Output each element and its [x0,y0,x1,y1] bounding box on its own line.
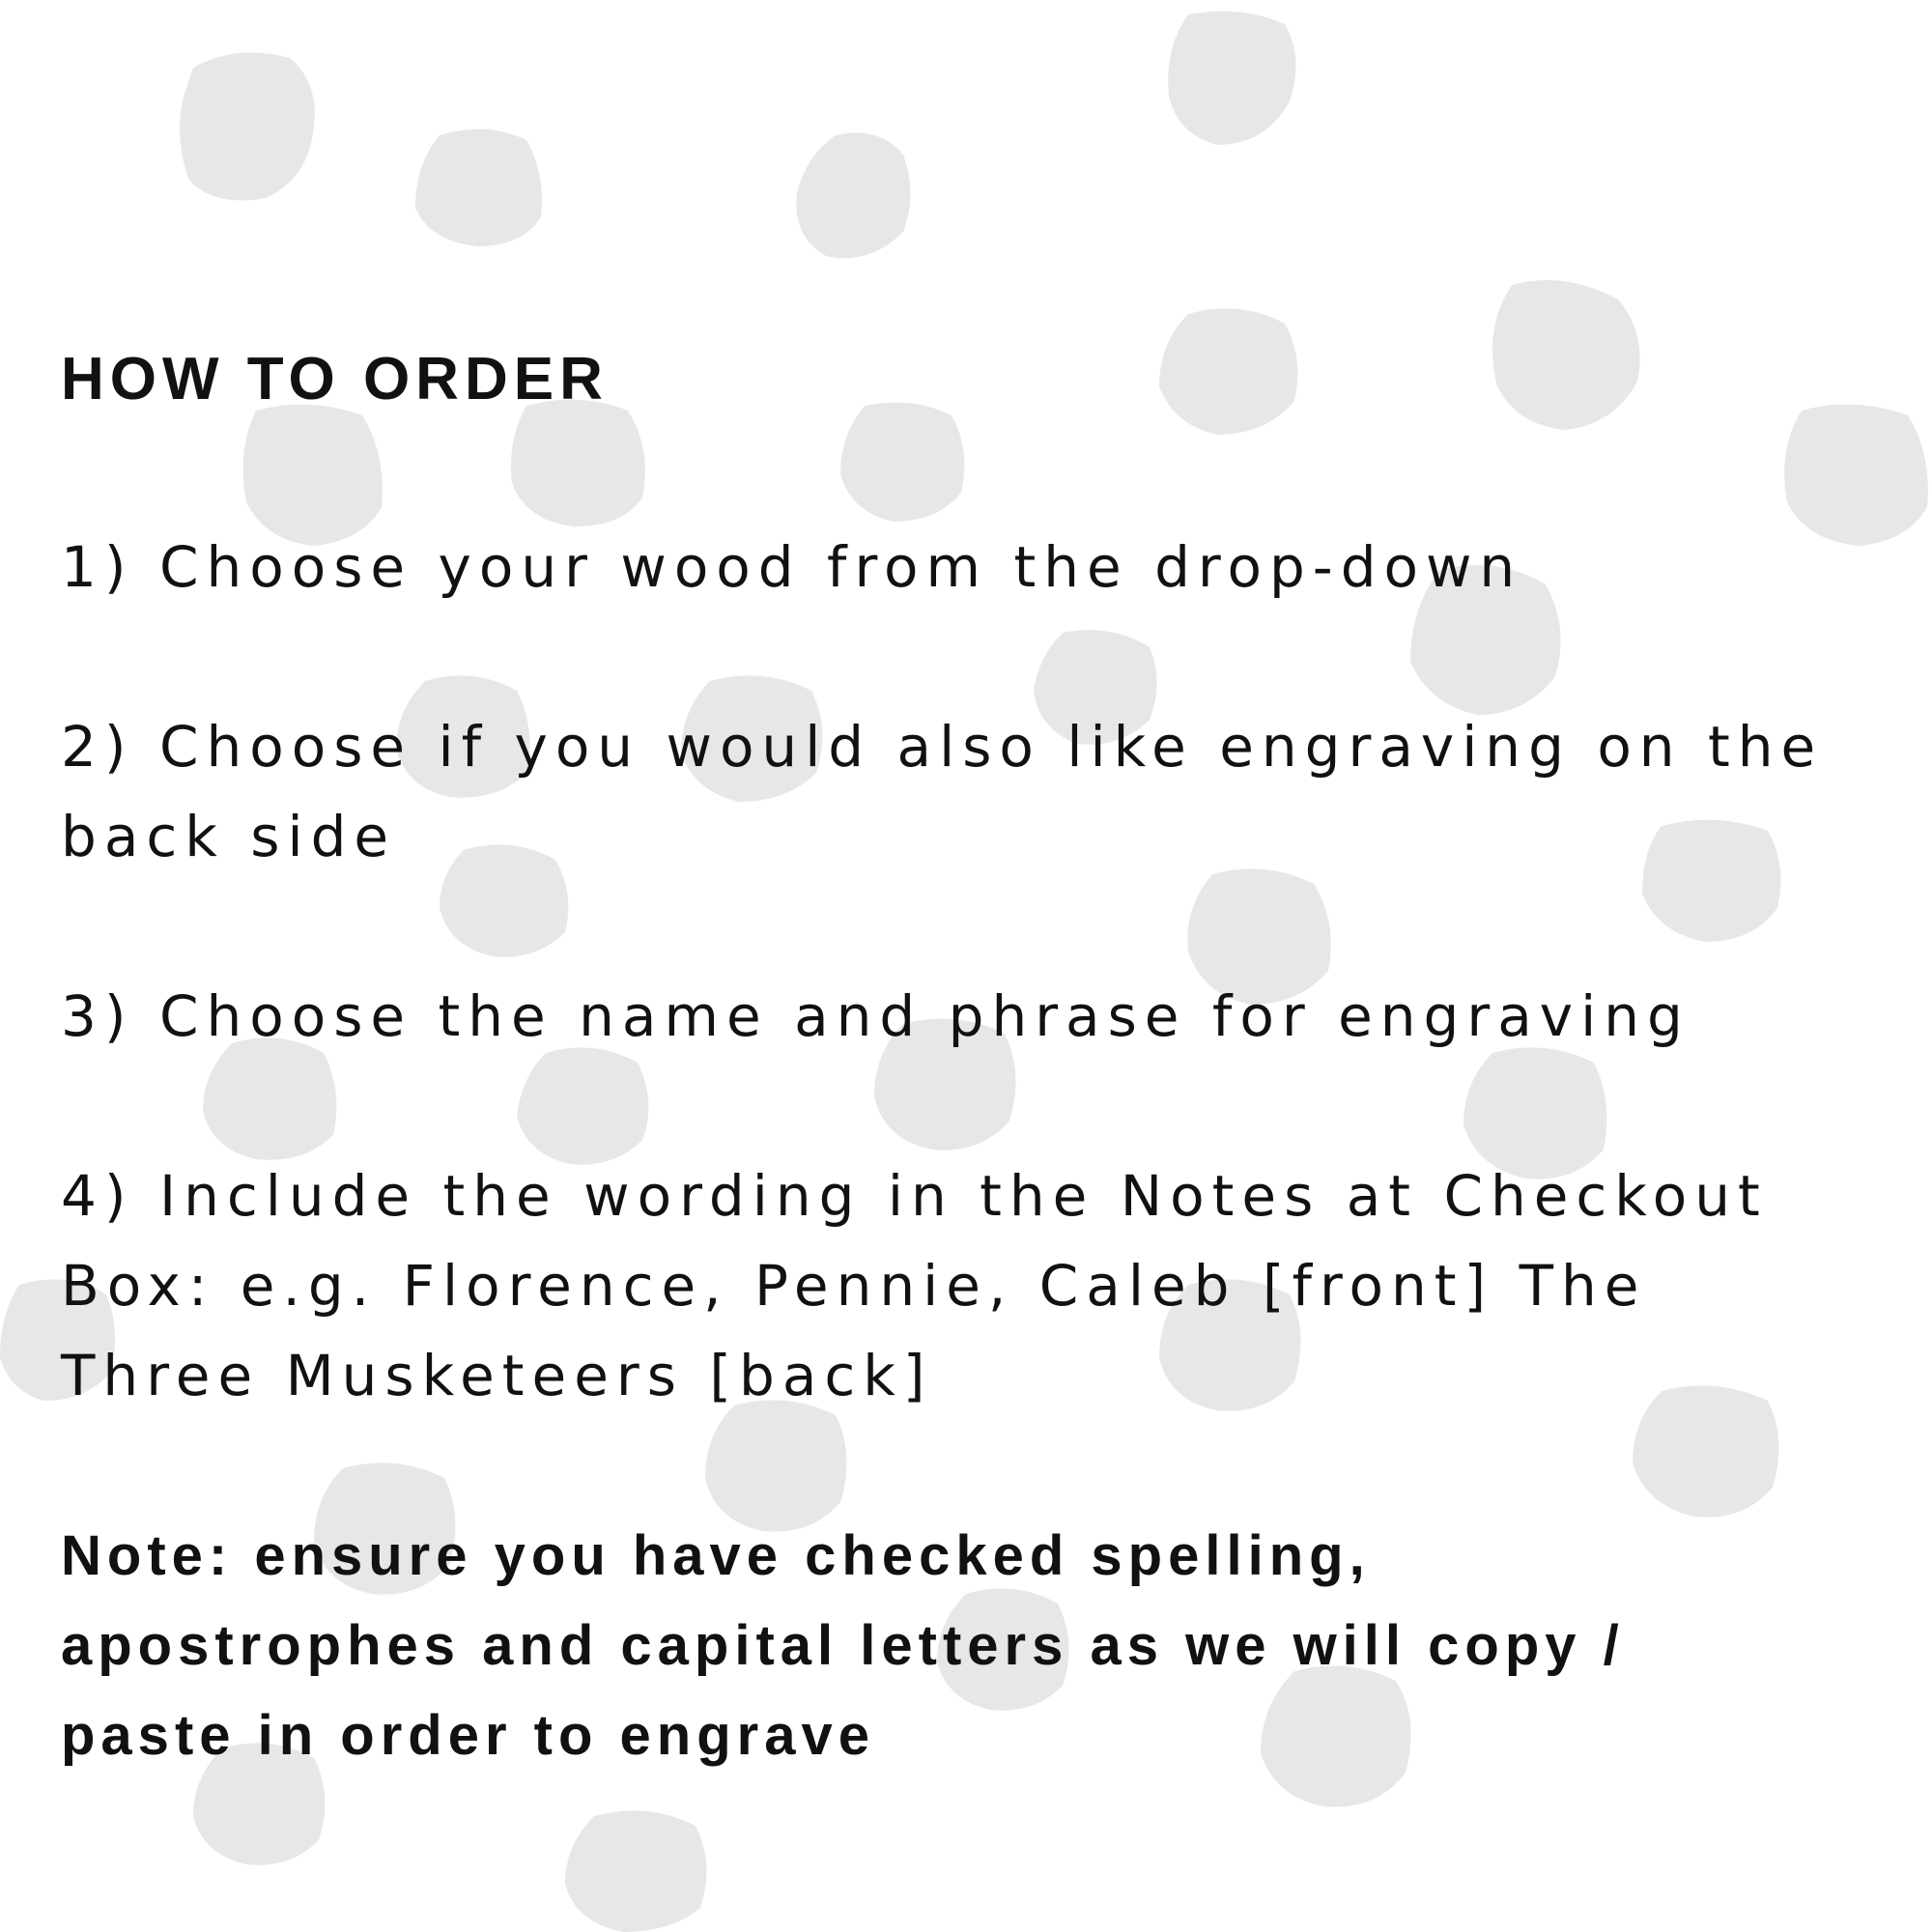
step-4: 4) Include the wording in the Notes at Checkout Box: e.g. Florence, Pennie, Caleb [front] The Three Musketeers [back] [61,1163,1768,1408]
spelling-note: Note: ensure you have checked spelling, apostrophes and capital letters as we will copy / paste in order to engrave [61,1524,1625,1767]
step-1: 1) Choose your wood from the drop-down [61,534,1523,600]
dot [1168,12,1295,145]
dot [796,133,910,259]
dot [415,129,542,246]
step-3: 3) Choose the name and phrase for engraving [61,983,1690,1049]
step-2: 2) Choose if you would also like engraving on the back side [61,714,1824,869]
dot [565,1810,706,1932]
order-instructions [61,343,1877,1780]
dot [180,52,315,200]
page-title: HOW TO ORDER [61,346,609,412]
